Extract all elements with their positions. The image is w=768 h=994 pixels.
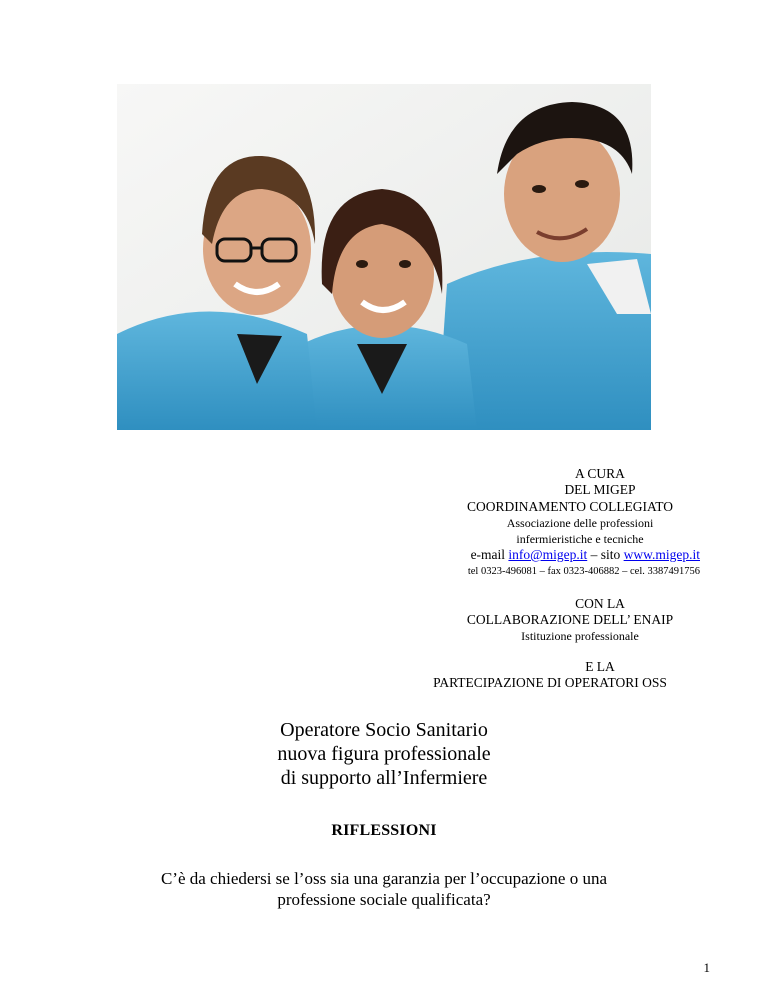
cover-photo-illustration [117,84,651,430]
credits-line-4: Associazione delle professioni [506,516,654,530]
page-number: 1 [703,960,710,975]
intro-question [0,868,768,910]
collaboration-line-3: Istituzione professionale [521,629,639,643]
website-link[interactable]: www.migep.it [623,547,700,562]
credits-line-2: DEL MIGEP [564,482,636,497]
participation-line-1: E LA [585,659,615,674]
credits-line-1: A CURA [575,466,625,481]
site-label: – sito [587,547,624,562]
cover-photo [117,84,651,430]
title-line-3: di supporto all’Infermiere [280,767,488,789]
email-link[interactable]: info@migep.it [508,547,588,562]
question-line-1: C’è da chiedersi se l’oss sia una garanzia per l’occupazione o una [160,869,608,888]
collaboration-line-2: COLLABORAZIONE DELL’ ENAIP [466,612,674,627]
credits-line-3: COORDINAMENTO COLLEGIATO [466,499,674,514]
question-line-2: professione sociale qualificata? [277,890,491,909]
title-line-2: nuova figura professionale [277,743,491,765]
credits-contact-line [400,547,700,563]
credits-line-5: infermieristiche e tecniche [516,532,644,546]
title-line-1: Operatore Socio Sanitario [280,719,488,741]
document-title [0,718,768,790]
section-heading: RIFLESSIONI [331,822,437,839]
participation-line-2: PARTECIPAZIONE DI OPERATORI OSS [433,675,667,690]
email-label: e-mail [470,547,509,562]
collaboration-line-1: CON LA [575,596,625,611]
contacts-line: tel 0323-496081 – fax 0323-406882 – cel. 3387491756 [467,566,700,577]
